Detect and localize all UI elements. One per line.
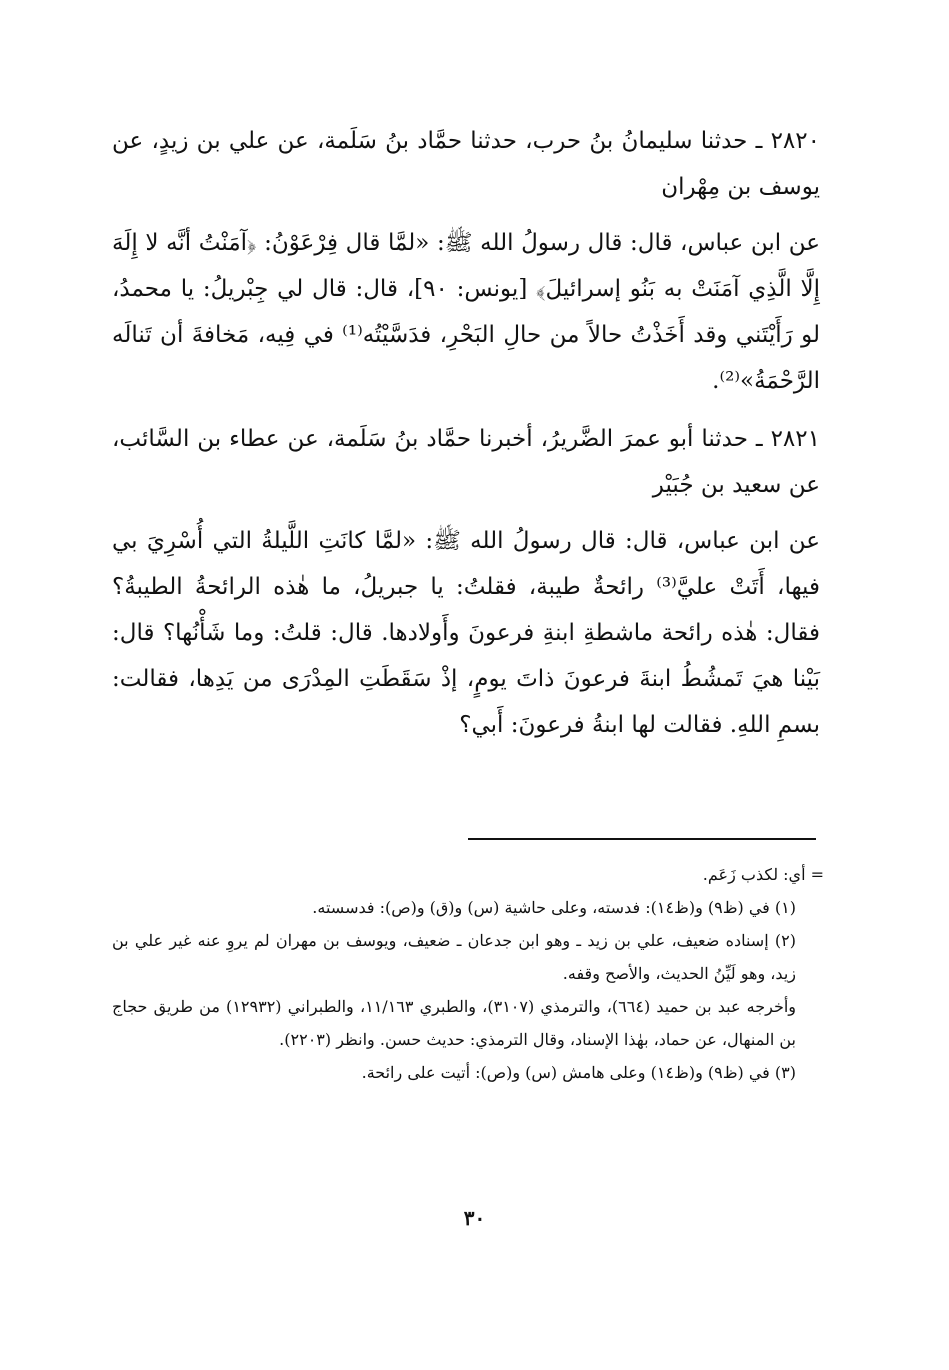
- hadith-2820-matn: عن ابن عباس، قال: قال رسولُ الله ﷺ: «لمَّا قال فِرْعَوْنُ: ﴿آمَنْتُ أنَّه لا إِلَهَ إِلَّا الَّذِي آمَنَتْ به بَنُو إسرائيلَ﴾ [يونس: ٩٠]، قال: قال لي جِبْريلُ: يا محمدُ، لو رَأَيْتَني وقد أَخَذْتُ حالاً من حالِ البَحْرِ، فدَسَّيْتُه⁽¹⁾ في فِيه، مَخافةَ أن تَنالَه الرَّحْمَةُ»⁽²⁾.: [112, 230, 820, 394]
- hadith-2821-matn: عن ابن عباس، قال: قال رسولُ الله ﷺ: «لمَّا كانَتِ اللَّيلةُ التي أُسْرِيَ بي فيها، أَتَتْ عليَّ⁽³⁾ رائحةٌ طيبة، فقلتُ: يا جبريلُ، ما هٰذه الرائحةُ الطيبةُ؟ فقال: هٰذه رائحة ماشطةِ ابنةِ فرعونَ وأَولادها. قال: قلتُ: وما شَأْنُها؟ قال: بَيْنا هيَ تَمشُطُ ابنةَ فرعونَ ذاتَ يومٍ، إذْ سَقَطَتِ المِدْرَى من يَدِها، فقالت: بسمِ اللهِ. فقالت لها ابنةُ فرعونَ: أَبي؟: [112, 528, 820, 738]
- footnote-continuation: = أي: لكذب زَعَم.: [702, 865, 824, 884]
- footnote-2: (٢) إسناده ضعيف، علي بن زيد ـ وهو ابن جدعان ـ ضعيف، ويوسف بن مهران لم يروِ عنه غير علي بن زيد، وهو لَيِّنُ الحديث، والأصح وقفه.: [112, 931, 796, 983]
- footnote-2-continued: وأخرجه عبد بن حميد (٦٦٤)، والترمذي (٣١٠٧)، والطبري ١١/١٦٣، والطبراني (١٢٩٣٢) من طريق حجاج بن المنهال، عن حماد، بهٰذا الإسناد، وقال الترمذي: حديث حسن. وانظر (٢٢٠٣).: [112, 997, 797, 1049]
- page-number: ٣٠: [463, 1206, 486, 1230]
- footnotes: [112, 858, 824, 1089]
- footnote-divider: [468, 838, 816, 840]
- hadith-2820-isnad: ٢٨٢٠ ـ حدثنا سليمانُ بنُ حرب، حدثنا حمَّاد بنُ سَلَمة، عن علي بن زيدٍ، عن يوسف بن مِهْران: [112, 128, 820, 200]
- footnote-3: (٣) في (ظ٩) و(ظ١٤) وعلى هامش (س) و(ص): أتيت على رائحة.: [361, 1063, 796, 1082]
- footnote-1: (١) في (ظ٩) و(ظ١٤): فدسته، وعلى حاشية (س) و(ق) و(ص): فدسسته.: [312, 898, 796, 917]
- hadith-2821-isnad: ٢٨٢١ ـ حدثنا أبو عمرَ الضَّريرُ، أخبرنا حمَّاد بنُ سَلَمة، عن عطاء بن السَّائب، عن سعيد بن جُبَيْر: [112, 426, 820, 498]
